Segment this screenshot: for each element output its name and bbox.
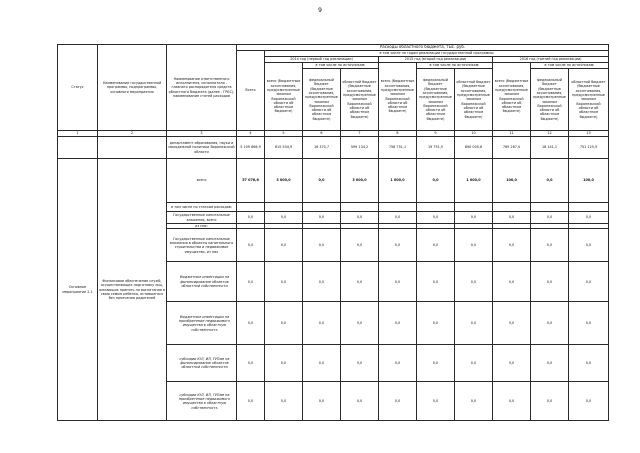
cell-value: 0,0 bbox=[531, 229, 569, 262]
col-number: 3 bbox=[167, 131, 237, 137]
cell-value: 0,0 bbox=[569, 382, 609, 421]
cell-value: 0,0 bbox=[455, 345, 493, 382]
cell-value: 0,0 bbox=[417, 212, 455, 224]
cell-value: 0,0 bbox=[417, 382, 455, 421]
header-y1-own: всего (бюджетные ассигнования, предусмотренные законом Воронежской области об областном бюджете) bbox=[265, 63, 303, 131]
cell-value: 1 000,0 bbox=[455, 159, 493, 203]
cell-value: 0,0 bbox=[379, 212, 417, 224]
header-y2-own: всего (бюджетные ассигнования, предусмотренные законом Воронежской области об областном бюджете) bbox=[379, 63, 417, 131]
cell-value: 0,0 bbox=[531, 302, 569, 345]
header-y2-incl: в том числе по источникам: bbox=[417, 63, 493, 69]
col-number: 6 bbox=[303, 131, 341, 137]
row-label: бюджетные инвестиции на приобретение недвижимого имущества в областную собственность bbox=[167, 302, 237, 345]
cell-value: 57 076,6 bbox=[237, 159, 265, 203]
cell-value: 0,0 bbox=[379, 262, 417, 302]
cell-value: 0,0 bbox=[341, 345, 379, 382]
header-y3-regional: областной бюджет (бюджетные ассигнования, предусмотренные законом Воронежской области об областном бюджете) bbox=[569, 69, 609, 131]
col-number: 11 bbox=[493, 131, 531, 137]
row-label: департамент образования, науки и молодежной политики Воронежской области bbox=[167, 137, 237, 159]
row-label: в том числе по статьям расходов: bbox=[167, 203, 237, 212]
cell-value: 615 504,9 bbox=[265, 137, 303, 159]
col-number: 1 bbox=[58, 131, 98, 137]
cell-value: 0,0 bbox=[417, 229, 455, 262]
cell-value: 0,0 bbox=[303, 229, 341, 262]
cell-value: 0,0 bbox=[303, 212, 341, 224]
cell-value: 0,0 bbox=[531, 159, 569, 203]
col-number: 9 bbox=[417, 131, 455, 137]
col-number: 7 bbox=[341, 131, 379, 137]
row-label: субсидии ЮЛ, ИЛ, ГУПам на приобретение недвижимого имущества в областную собственность bbox=[167, 382, 237, 421]
budget-table bbox=[57, 44, 609, 421]
header-y1-federal: федеральный бюджет (бюджетные ассигнования, предусмотренные законом Воронежской области об областном бюджете) bbox=[303, 69, 341, 131]
cell-value: 0,0 bbox=[569, 229, 609, 262]
cell-value: 19 751,5 bbox=[417, 137, 455, 159]
cell-value: 18 141,1 bbox=[531, 137, 569, 159]
cell-value: 3 000,0 bbox=[341, 159, 379, 203]
header-y1-incl: в том числе по источникам: bbox=[303, 63, 379, 69]
cell-value: 0,0 bbox=[265, 262, 303, 302]
cell-value: 0,0 bbox=[303, 262, 341, 302]
cell-value: 0,0 bbox=[493, 345, 531, 382]
row-label: Государственные капитальные вложения в объекты капитального строительства и недвижимое имущество, из них bbox=[167, 229, 237, 262]
cell-value: 0,0 bbox=[237, 229, 265, 262]
cell-value: 0,0 bbox=[379, 382, 417, 421]
cell-value: 100,0 bbox=[569, 159, 609, 203]
cell-value: 0,0 bbox=[417, 345, 455, 382]
cell-value: 5 109 866,9 bbox=[237, 137, 265, 159]
cell-value: 0,0 bbox=[455, 302, 493, 345]
cell-value: 0,0 bbox=[265, 212, 303, 224]
page-number: 9 bbox=[318, 7, 322, 14]
table-row bbox=[58, 159, 609, 203]
header-status: Статус bbox=[58, 45, 98, 131]
col-number: 12 bbox=[531, 131, 569, 137]
cell-value: 0,0 bbox=[455, 229, 493, 262]
cell-value: 0,0 bbox=[379, 302, 417, 345]
header-y2-regional: областной бюджет (бюджетные ассигнования, предусмотренные законом Воронежской области об областном бюджете) bbox=[455, 69, 493, 131]
header-y3-incl: в том числе по источникам: bbox=[531, 63, 609, 69]
cell-value: 16 370,7 bbox=[303, 137, 341, 159]
cell-value: 0,0 bbox=[265, 229, 303, 262]
header-y3-own: всего (бюджетные ассигнования, предусмотренные законом Воронежской области об областном бюджете) bbox=[493, 63, 531, 131]
cell-value: 1 000,0 bbox=[379, 159, 417, 203]
col-number: 13 bbox=[569, 131, 609, 137]
cell-value: 0,0 bbox=[341, 382, 379, 421]
main-event-status: Основное мероприятие 2.1 bbox=[58, 159, 98, 421]
cell-value: 0,0 bbox=[379, 229, 417, 262]
header-y2-federal: федеральный бюджет (бюджетные ассигнования, предусмотренные законом Воронежской области об областном бюджете) bbox=[417, 69, 455, 131]
cell-value: 0,0 bbox=[569, 302, 609, 345]
cell-value: 3 000,0 bbox=[265, 159, 303, 203]
main-event-name: Финансовое обеспечение служб, осуществляющих подготовку лиц, желающих принять на воспитание в свою семью ребенка, оставшегося без попечения родителей bbox=[98, 159, 167, 421]
col-number: 4 bbox=[237, 131, 265, 137]
table-row bbox=[58, 137, 609, 159]
cell-value: 0,0 bbox=[379, 345, 417, 382]
cell-value: 599 134,2 bbox=[341, 137, 379, 159]
cell-value: 751 125,9 bbox=[569, 137, 609, 159]
cell-value: 0,0 bbox=[341, 262, 379, 302]
row-label: бюджетные инвестиции на финансирование объектов областной собственности bbox=[167, 262, 237, 302]
cell-value: 0,0 bbox=[303, 302, 341, 345]
cell-value: 0,0 bbox=[417, 159, 455, 203]
cell-value: 0,0 bbox=[531, 212, 569, 224]
cell-value: 0,0 bbox=[303, 382, 341, 421]
cell-value: 0,0 bbox=[531, 345, 569, 382]
header-program-name: Наименование государственной программы, подпрограммы, основного мероприятия bbox=[98, 45, 167, 131]
header-total: Всего bbox=[237, 51, 265, 131]
cell-value: 769 267,0 bbox=[493, 137, 531, 159]
row-label: из них: bbox=[167, 224, 237, 229]
cell-value: 0,0 bbox=[493, 382, 531, 421]
header-y1-regional: областной бюджет (бюджетные ассигнования, предусмотренные законом Воронежской области об областном бюджете) bbox=[341, 69, 379, 131]
col-number: 5 bbox=[265, 131, 303, 137]
row-label: Государственные капитальные вложения, всего bbox=[167, 212, 237, 224]
cell-value: 0,0 bbox=[303, 345, 341, 382]
cell-value: 0,0 bbox=[237, 212, 265, 224]
header-by-years: в том числе по годам реализации государственной программы bbox=[265, 51, 609, 57]
cell-value: 0,0 bbox=[265, 302, 303, 345]
cell-value: 0,0 bbox=[455, 262, 493, 302]
cell-value: 0,0 bbox=[569, 345, 609, 382]
cell-value: 0,0 bbox=[531, 262, 569, 302]
cell-value: 0,0 bbox=[569, 262, 609, 302]
header-budget-title: Расходы областного бюджета, тыс. руб. bbox=[237, 45, 609, 51]
cell-value: 0,0 bbox=[237, 302, 265, 345]
cell-value: 0,0 bbox=[455, 382, 493, 421]
cell-value: 0,0 bbox=[341, 212, 379, 224]
cell-value: 0,0 bbox=[493, 212, 531, 224]
cell-value: 0,0 bbox=[493, 302, 531, 345]
cell-value: 0,0 bbox=[303, 159, 341, 203]
cell-value: 0,0 bbox=[417, 302, 455, 345]
cell-value: 0,0 bbox=[237, 382, 265, 421]
cell-value: 758 751,1 bbox=[379, 137, 417, 159]
cell-value: 0,0 bbox=[237, 345, 265, 382]
col-number: 2 bbox=[98, 131, 167, 137]
row-label: субсидии ЮЛ, ИЛ, ГУПам на финансирование объектов областной собственности bbox=[167, 345, 237, 382]
cell-value: 690 000,6 bbox=[455, 137, 493, 159]
cell-value: 0,0 bbox=[493, 262, 531, 302]
header-year-2014: 2014 год (первый год реализации) bbox=[265, 57, 379, 63]
cell-value: 0,0 bbox=[531, 382, 569, 421]
row-label: всего bbox=[167, 159, 237, 203]
cell-value: 0,0 bbox=[237, 262, 265, 302]
col-number: 10 bbox=[455, 131, 493, 137]
cell-value: 0,0 bbox=[569, 212, 609, 224]
cell-value: 100,0 bbox=[493, 159, 531, 203]
cell-value: 0,0 bbox=[265, 345, 303, 382]
cell-value: 0,0 bbox=[341, 302, 379, 345]
header-responsible: Наименование ответственного исполнителя, исполнителя - главного распорядителя средств областного бюджета (далее - ГРБС), наименование статей расходов bbox=[167, 45, 237, 131]
cell-value: 0,0 bbox=[455, 212, 493, 224]
cell-value: 0,0 bbox=[417, 262, 455, 302]
header-y3-federal: федеральный бюджет (бюджетные ассигнования, предусмотренные законом Воронежской области об областном бюджете) bbox=[531, 69, 569, 131]
cell-value: 0,0 bbox=[265, 382, 303, 421]
cell-value: 0,0 bbox=[493, 229, 531, 262]
header-year-2015: 2015 год (второй год реализации) bbox=[379, 57, 493, 63]
header-year-2016: 2016 год (третий год реализации) bbox=[493, 57, 609, 63]
col-number: 8 bbox=[379, 131, 417, 137]
cell-value: 0,0 bbox=[341, 229, 379, 262]
